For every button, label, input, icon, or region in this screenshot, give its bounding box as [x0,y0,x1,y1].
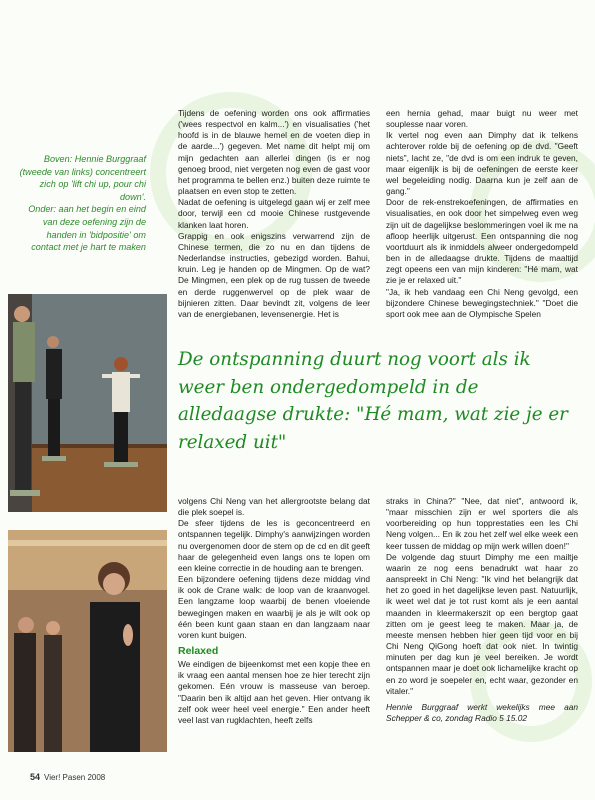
page-footer [30,772,105,782]
text-column-right-bottom [386,496,578,724]
paragraph: Grappig en ook enigszins verwarrend zijn de Chinese termen, die zo nu en dan tijdens de Nederlandse instructies, gebezigd worden. Bahui, kruin. Leg je handen op de Mingmen. Op de wat? De Mingmen, een plek op de rug tussen de tweede en derde ruggenwervel op de plek waar de bijnieren zitten. Daar bevindt zit, volgens de leer van de energiebanen, levensenergie. Het is [178,230,370,319]
pull-quote: De ontspanning duurt nog voort als ik weer ben ondergedompeld in de alledaagse drukte: "Hé mam, wat zie je er relaxed uit" [178,349,568,453]
paragraph: straks in China?" "Nee, dat niet", antwoord ik, "maar misschien zijn er wel sporters die als voorbereiding op hun topprestaties een les Chi Neng volgen... En ik zou het zelf wel elke week een keer tussen de middag op mijn werk willen doen!" [386,496,578,551]
text-column-left-top [178,108,370,320]
page-number: 54 [30,772,41,782]
paragraph: Nadat de oefening is uitgelegd gaan wij er zelf mee door, terwijl een cd mooie Chinese rustgevende klanken laat horen. [178,197,370,230]
paragraph: De sfeer tijdens de les is geconcentreerd en ontspannen tegelijk. Dimphy's aanwijzingen worden nu overgenomen door de stem op de cd en dit geeft haar de gelegenheid even langs ons te lopen om een kleine correctie in de houding aan te brengen. [178,518,370,573]
paragraph: volgens Chi Neng van het allergrootste belang dat die plek soepel is. [178,496,370,518]
paragraph: een hernia gehad, maar buigt nu weer met souplesse naar voren. [386,108,578,130]
photo-top-class [8,294,167,512]
paragraph: Tijdens de oefening worden ons ook affirmaties ('wees respectvol en kalm...') en visualisaties ('het hoofd is in de blauwe hemel en de voeten diep in de aarde...') gegeven. Met name dit helpt mij om mijn gedachten aan allerlei dingen (is er nog genoeg brood, niet vergeten nog even de gast voor het programma te bellen enz.) buiten deze ruimte te plaatsen en even stop te zetten. [178,108,370,197]
paragraph: Ik vertel nog even aan Dimphy dat ik telkens achterover rolde bij de oefening op de dvd. "Geeft niets", lacht ze, "de dvd is om een indruk te geven, maar eigenlijk is bij de oefeningen de eerste keer wel begeleiding nodig. Daarna kun je zelf aan de gang." [386,130,578,197]
paragraph: De volgende dag stuurt Dimphy me een mailtje waarin ze nog eens benadrukt wat haar zo aanspreekt in Chi Neng: "Ik vind het belangrijk dat het zo goed in het dagelijkse leven past. Natuurlijk, ik weet wel dat je tot rust komt als je een aantal maanden in kleermakerszit op een bergtop gaat zitten om je geest leeg te maken. Maar ja, de meeste mensen hebben hier geen tijd voor en bij Chi Neng QiGong hoeft dat ook niet. In twintig minuten per dag kun je veel bereiken. Je wordt ontspannen maar je doet ook lichamelijke kracht op en zo word je soepeler en, echt waar, gezonder en vitaler." [386,551,578,696]
text-column-left-bottom [178,496,370,726]
paragraph: We eindigen de bijeenkomst met een kopje thee en ik vraag een aantal mensen hoe ze hier terecht zijn gekomen. Eén vrouw is masseuse van beroep. "Daarin ben ik altijd aan het geven. Hier ontvang ik zelf ook weer heel veel energie." Een ander heeft veel last van rugklachten, heeft zelfs [178,659,370,725]
text-column-right-top [386,108,578,320]
paragraph: Door de rek-enstrekoefeningen, de affirmaties en visualisaties, en ook door het simpelweg even weg zijn uit de dagelijkse beslommeringen voel ik me na afloop heerlijk uitgerust. Een ontspanning die nog voortduurt als ik inmiddels alweer ondergedompeld ben in de alledaagse drukte. Tijdens de maaltijd zegt opeens een van mijn kinderen: "Hé mam, wat zie je er relaxed uit." [386,197,578,286]
magazine-issue: Vier! Pasen 2008 [44,773,106,782]
photo-bottom-prayer [8,530,167,752]
photo-caption [18,153,146,254]
paragraph: "Ja, ik heb vandaag een Chi Neng gevolgd, een bijzondere Chinese bewegingstechniek." "Doet die sport ook mee aan de Olympische Spelen [386,286,578,319]
author-signature: Hennie Burggraaf werkt wekelijks mee aan Schepper & co, zondag Radio 5 15.02 [386,701,578,723]
caption-bottom: Onder: aan het begin en eind van deze oefening zijn de handen in 'bidpositie' om contact met je hart te maken [28,204,146,253]
paragraph: Een bijzondere oefening tijdens deze middag vind ik ook de Crane walk: de loop van de kraanvogel. Een langzame loop waarbij de benen vloeiende bewegingen maken en waarbij je als je wilt ook op één been kunt gaan staan en dan langzaam naar voren kunt buigen. [178,574,370,640]
section-heading: Relaxed [178,645,219,658]
caption-top: Boven: Hennie Burggraaf (tweede van links) concentreert zich op 'lift chi up, pour chi down'. [19,154,146,202]
